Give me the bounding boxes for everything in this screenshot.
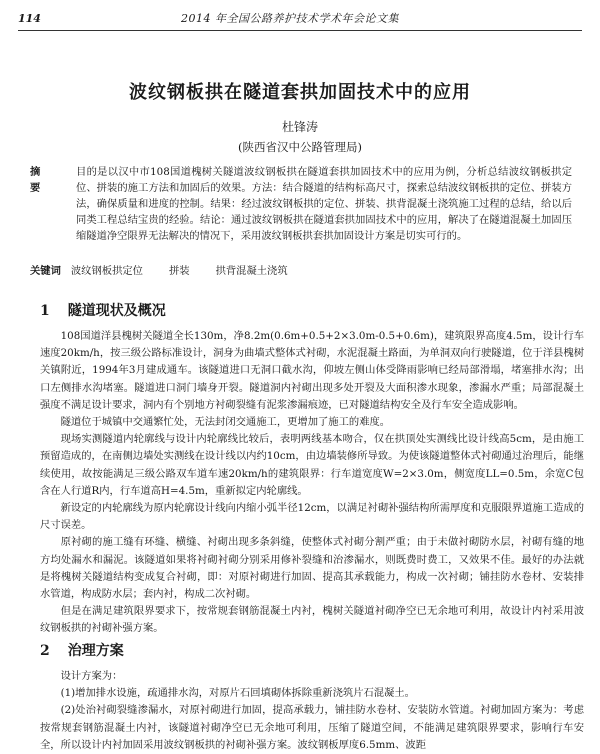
section-heading	[40, 300, 166, 320]
keyword: 拼装	[168, 265, 190, 277]
paragraph: 设计方案为：	[60, 670, 123, 682]
section-body	[40, 668, 584, 754]
paragraph: 现场实测隧道内轮廓线与设计内轮廓线比较后，表明两线基本吻合，仅在拱顶处实测线比设计线高5cm，是由施工预留造成的，在南侧边墙处实测线在设计线以内约10cm，由边墙装修所导致。为使该隧道整体式衬砌通过治理后，能继续使用，故按能满足三级公路双车道车速20km/h的建筑限界：行车道宽度W=2×3.0m，侧宽度LL=0.5m，余宽C包含在人行道R内，行车道高H=4.5m，重新拟定内轮廓线。	[40, 433, 584, 497]
paragraph: (1)增加排水设施，疏通排水沟，对原片石回填砌体拆除重新浇筑片石混凝土。	[60, 687, 415, 700]
keyword: 拱背混凝土浇筑	[215, 265, 288, 277]
section-number: 1	[40, 303, 50, 319]
running-head	[18, 10, 582, 31]
affiliation: (陕西省汉中公路管理局)	[238, 140, 362, 154]
page-number: 114	[18, 12, 41, 25]
abstract-text: 目的是以汉中市108国道槐树关隧道波纹钢板拱在隧道套拱加固技术中的应用为例，分析总结波纹钢板拱定位、拼装的施工方法和加固后的效果。方法：结合隧道的结构标高尺寸，探索总结波纹钢板拱的定位、拼装方法，确保质量和进度的控制。结果：经过波纹钢板拱的定位、拼装、拱背混凝土浇筑施工过程的总结，给以后同类工程总结宝贵的经验。结论：通过波纹钢板拱在隧道套拱加固技术中的应用，解决了在隧道混凝土加固压缩隧道净空限界无法解决的情况下，采用波纹钢板拱套拱加固设计方案是切实可行的。	[76, 166, 572, 242]
keyword: 波纹钢板拱定位	[70, 265, 143, 277]
article-title: 波纹钢板拱在隧道套拱加固技术中的应用	[129, 82, 471, 103]
paragraph: (2)处治衬砌裂缝渗漏水，对原衬砌进行加固，提高承载力，铺挂防水卷材、安装防水管道。衬砌加固方案为：考虑按常规套钢筋混凝土内衬，该隧道衬砌净空已无余地可利用，压缩了隧道空间，不能满足建筑限界要求，影响行车安全，所以设计内衬加固采用波纹钢板拱的衬砌补强方案。波纹钢板厚度6.5mm、波距	[40, 704, 584, 751]
section-body	[40, 328, 584, 638]
paragraph: 原衬砌的施工缝有环缝、横缝、衬砌出现多条斜缝，使整体式衬砌分割严重；由于未做衬砌防水层，衬砌有缝的地方均处漏水和漏泥。该隧道如果将衬砌衬砌分别采用修补裂缝和治渗漏水，则既费时费工，又效果不佳。最好的办法就是将槐树关隧道结构变成复合衬砌，即：对原衬砌进行加固、提高其承载能力，构成一次衬砌；铺挂防水卷材、安装排水管道，构成防水层；套内衬，构成二次衬砌。	[40, 536, 584, 601]
section-title: 隧道现状及概况	[67, 303, 166, 319]
abstract	[30, 164, 572, 244]
section-heading	[40, 640, 124, 660]
section-number: 2	[40, 643, 50, 659]
keywords	[30, 262, 572, 277]
section-title: 治理方案	[67, 643, 124, 659]
journal-title: 2014 年全国公路养护技术学术年会论文集	[180, 12, 399, 25]
paragraph: 108国道洋县槐树关隧道全长130m，净8.2m(0.6m+0.5+2×3.0m-0.5+0.6m)，建筑限界高度4.5m，设计行车速度20km/h，按三级公路标准设计，洞身为曲墙式整体式衬砌，水泥混凝土路面，为单洞双向行驶隧道，位于洋县槐树关镇附近，1994年3月建成通车。该隧道进口无洞口截水沟，仰坡左侧山体受降雨影响已经局部滑塌，堵塞排水沟；出口左侧排水沟堵塞。隧道进口洞门墙身开裂。隧道洞内衬砌出现多处开裂及大面积渗水现象，渗漏水严重；局部混凝土强度不满足设计要求，洞内有个别地方衬砌裂缝有泥浆渗漏痕迹，已对隧道结构安全及行车安全造成影响。	[40, 330, 584, 411]
abstract-label: 摘 要	[30, 166, 49, 194]
keywords-label: 关键词	[30, 265, 61, 277]
paragraph: 新设定的内轮廓线为原内轮廓设计线向内缩小弧半径12cm，以满足衬砌补强结构所需厚度和克服限界道施工造成的尺寸误差。	[40, 502, 584, 532]
author: 杜锋涛	[281, 120, 318, 134]
paragraph: 隧道位于城镇中交通繁忙处，无法封闭交通施工，更增加了施工的难度。	[60, 416, 391, 429]
paragraph: 但是在满足建筑限界要求下，按常规套钢筋混凝土内衬，槐树关隧道衬砌净空已无余地可利用，故设计内衬采用波纹钢板拱的衬砌补强方案。	[40, 605, 584, 635]
